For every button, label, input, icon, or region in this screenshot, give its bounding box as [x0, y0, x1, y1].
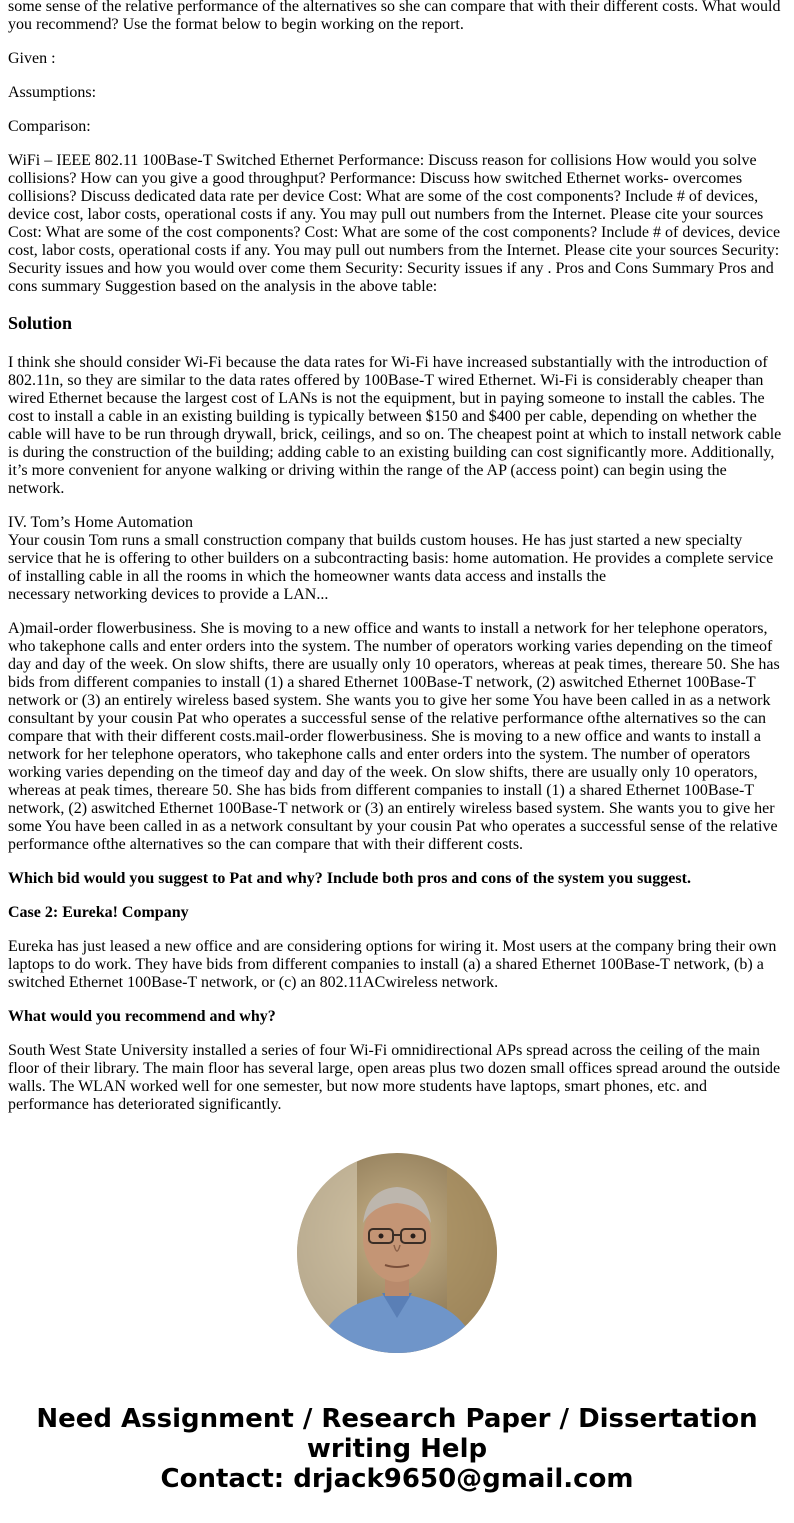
- section-iv: [8, 514, 782, 604]
- author-avatar: [297, 1153, 497, 1353]
- section-iv-body: Your cousin Tom runs a small construction company that builds custom houses. He has just started a new specialty service that he is offering to other builders on a subcontracting basis: home automation. He provides a complete service of installing cable in all the rooms in which the homeowner wants data access and installs the: [8, 532, 774, 585]
- footer-contact: [0, 1404, 794, 1494]
- case-2-question: What would you recommend and why?: [8, 1008, 276, 1025]
- document-body: [8, 0, 782, 1130]
- solution-body: I think she should consider Wi-Fi because the data rates for Wi-Fi have increased substantially with the introduction of 802.11n, so they are similar to the data rates offered by 100Base-T wired Ethernet. Wi-Fi is considerably cheaper than wired Ethernet because the largest cost of LANs is not the equipment, but in paying someone to install the cables. The cost to install a cable in an existing building is typically between $150 and $400 per cable, depending on whether the cable will have to be run through drywall, brick, ceilings, and so on. The cheapest point at which to install network cable is during the construction of the building; adding cable to an existing building can cost significantly more. Additionally, it’s more convenient for anyone walking or driving within the range of the AP (access point) can begin using the network.: [8, 354, 782, 497]
- case-a-text: A)mail-order flowerbusiness. She is moving to a new office and wants to install a network for her telephone operators, who takephone calls and enter orders into the system. The number of operators working varies depending on the timeof day and day of the week. On slow shifts, there are usually only 10 operators, whereas at peak times, thereare 50. She has bids from different companies to install (1) a shared Ethernet 100Base-T network, (2) aswitched Ethernet 100Base-T network or (3) an entirely wireless based system. She wants you to give her some You have been called in as a network consultant by your cousin Pat who operates a successful sense of the relative performance ofthe alternatives so the can compare that with their different costs.mail-order flowerbusiness. She is moving to a new office and wants to install a network for her telephone operators, who takephone calls and enter orders into the system. The number of operators working varies depending on the timeof day and day of the week. On slow shifts, there are usually only 10 operators, whereas at peak times, thereare 50. She has bids from different companies to install (1) a shared Ethernet 100Base-T network, (2) aswitched Ethernet 100Base-T network or (3) an entirely wireless based system. She wants you to give her some You have been called in as a network consultant by your cousin Pat who operates a successful sense of the relative performance ofthe alternatives so the can compare that with their different costs.: [8, 620, 780, 853]
- section-iv-title: IV. Tom’s Home Automation: [8, 514, 193, 531]
- solution-heading: Solution: [8, 313, 73, 333]
- avatar-portrait: [297, 1153, 497, 1353]
- assumptions-label: Assumptions:: [8, 84, 97, 101]
- case-3-text: South West State University installed a series of four Wi-Fi omnidirectional APs spread across the ceiling of the main floor of their library. The main floor has several large, open areas plus two dozen small offices spread around the outside walls. The WLAN worked well for one semester, but now more students have laptops, smart phones, etc. and performance has deteriorated significantly.: [8, 1042, 781, 1113]
- question-1: Which bid would you suggest to Pat and why? Include both pros and cons of the system you suggest.: [8, 870, 691, 887]
- section-iv-body-cont: necessary networking devices to provide a LAN...: [8, 586, 329, 603]
- comparison-text: WiFi – IEEE 802.11 100Base-T Switched Ethernet Performance: Discuss reason for collisions How would you solve collisions? How can you give a good throughput? Performance: Discuss how switched Ethernet works- overcomes collisions? Discuss dedicated data rate per device Cost: What are some of the cost components? Include # of devices, device cost, labor costs, operational costs if any. You may pull out numbers from the Internet. Please cite your sources Cost: What are some of the cost components? Cost: What are some of the cost components? Include # of devices, device cost, labor costs, operational costs if any. You may pull out numbers from the Internet. Please cite your sources Security: Security issues and how you would over come them Security: Security issues if any . Pros and Cons Summary Pros and cons summary Suggestion based on the analysis in the above table:: [8, 152, 781, 295]
- comparison-label: Comparison:: [8, 118, 91, 135]
- footer-help-text: Need Assignment / Research Paper / Dissertation writing Help: [36, 1404, 758, 1464]
- case-2-body: Eureka has just leased a new office and are considering options for wiring it. Most users at the company bring their own laptops to do work. They have bids from different companies to install (a) a shared Ethernet 100Base-T network, (b) a switched Ethernet 100Base-T network, or (c) an 802.11ACwireless network.: [8, 938, 777, 991]
- intro-text: some sense of the relative performance of the alternatives so she can compare that with their different costs. What would you recommend? Use the format below to begin working on the report.: [8, 0, 781, 33]
- given-label: Given :: [8, 50, 56, 67]
- case-2-title: Case 2: Eureka! Company: [8, 904, 189, 921]
- footer-email[interactable]: Contact: drjack9650@gmail.com: [160, 1464, 634, 1494]
